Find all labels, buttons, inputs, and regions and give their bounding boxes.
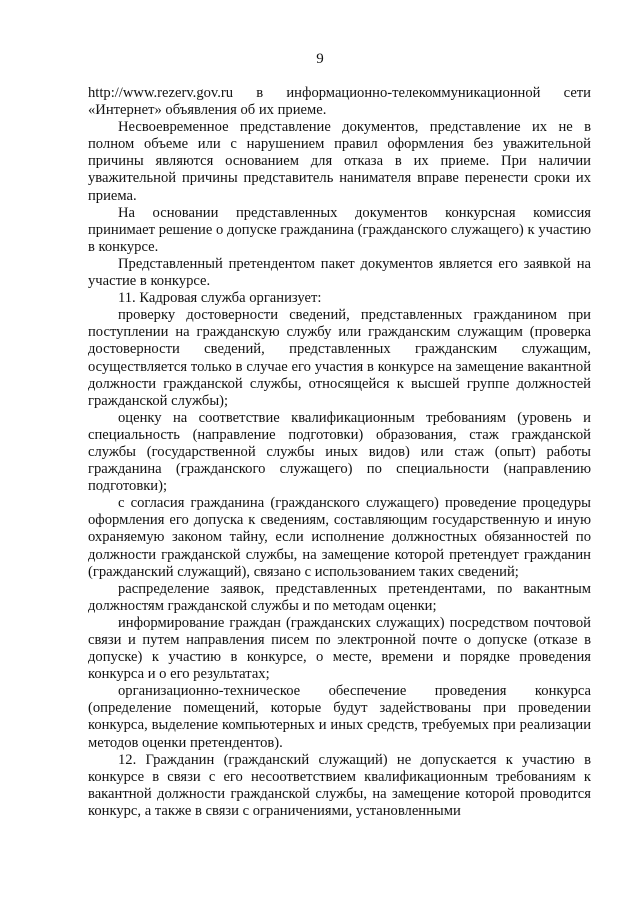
paragraph: На основании представленных документов конкурсная комиссия принимает решение о допуске гражданина (гражданского служащего) к участию в конкурсе. — [88, 204, 591, 255]
paragraph: 12. Гражданин (гражданский служащий) не допускается к участию в конкурсе в связи с его несоответствием квалификационным требованиям к вакантной должности гражданской службы, на замещение которой проводится конкурс, а также в связи с ограничениями, установленными — [88, 751, 591, 819]
section-heading: 11. Кадровая служба организует: — [118, 290, 322, 307]
list-item: с согласия гражданина (гражданского служащего) проведение процедуры оформления его допуска к сведениям, составляющим государственную и иную охраняемую законом тайну, если исполнение должностных обязанностей по должности гражданской службы, на замещение которой претендует гражданин (гражданский служащий), связано с использованием таких сведений; — [88, 495, 591, 580]
list-item: оценку на соответствие квалификационным требованиям (уровень и специальность (направление подготовки) образования, стаж гражданской службы (государственной службы иных видов) или стаж (опыт) работы гражданина (гражданского служащего) по специальности (направлению подготовки); — [88, 409, 591, 495]
paragraph: http://www.rezerv.gov.ru в информационно-телекоммуникационной сети «Интернет» объявления об их приеме. — [88, 85, 591, 119]
paragraph: Представленный претендентом пакет документов является его заявкой на участие в конкурсе. — [88, 255, 591, 290]
paragraph: Несвоевременное представление документов, представление их не в полном объеме или с нарушением правил оформления без уважительной причины являются основанием для отказа в их приеме. При наличии уважительной причины представитель нанимателя вправе перенести сроки их приема. — [88, 119, 591, 204]
page-number: 9 — [316, 51, 324, 67]
list-item: информирование граждан (гражданских служащих) посредством почтовой связи и путем направления писем по электронной почте о допуске (отказе в допуске) к участию в конкурсе, о месте, времени и порядке проведения конкурса и о его результатах; — [88, 614, 591, 683]
list-item: распределение заявок, представленных претендентами, по вакантным должностям гражданской службы и по методам оценки; — [88, 580, 591, 614]
list-item: проверку достоверности сведений, представленных гражданином при поступлении на гражданскую службу или гражданским служащим (проверка достоверности сведений, представленных гражданским служащим, осуществляется только в случае его участия в конкурсе на замещение вакантной должности гражданской службы, относящейся к высшей группе должностей гражданской службы); — [88, 307, 591, 409]
list-item: организационно-техническое обеспечение проведения конкурса (определение помещений, которые будут задействованы при проведении конкурса, выделение компьютерных и иных средств, требуемых при реализации методов оценки претендентов). — [88, 683, 591, 751]
document-body — [88, 85, 591, 820]
